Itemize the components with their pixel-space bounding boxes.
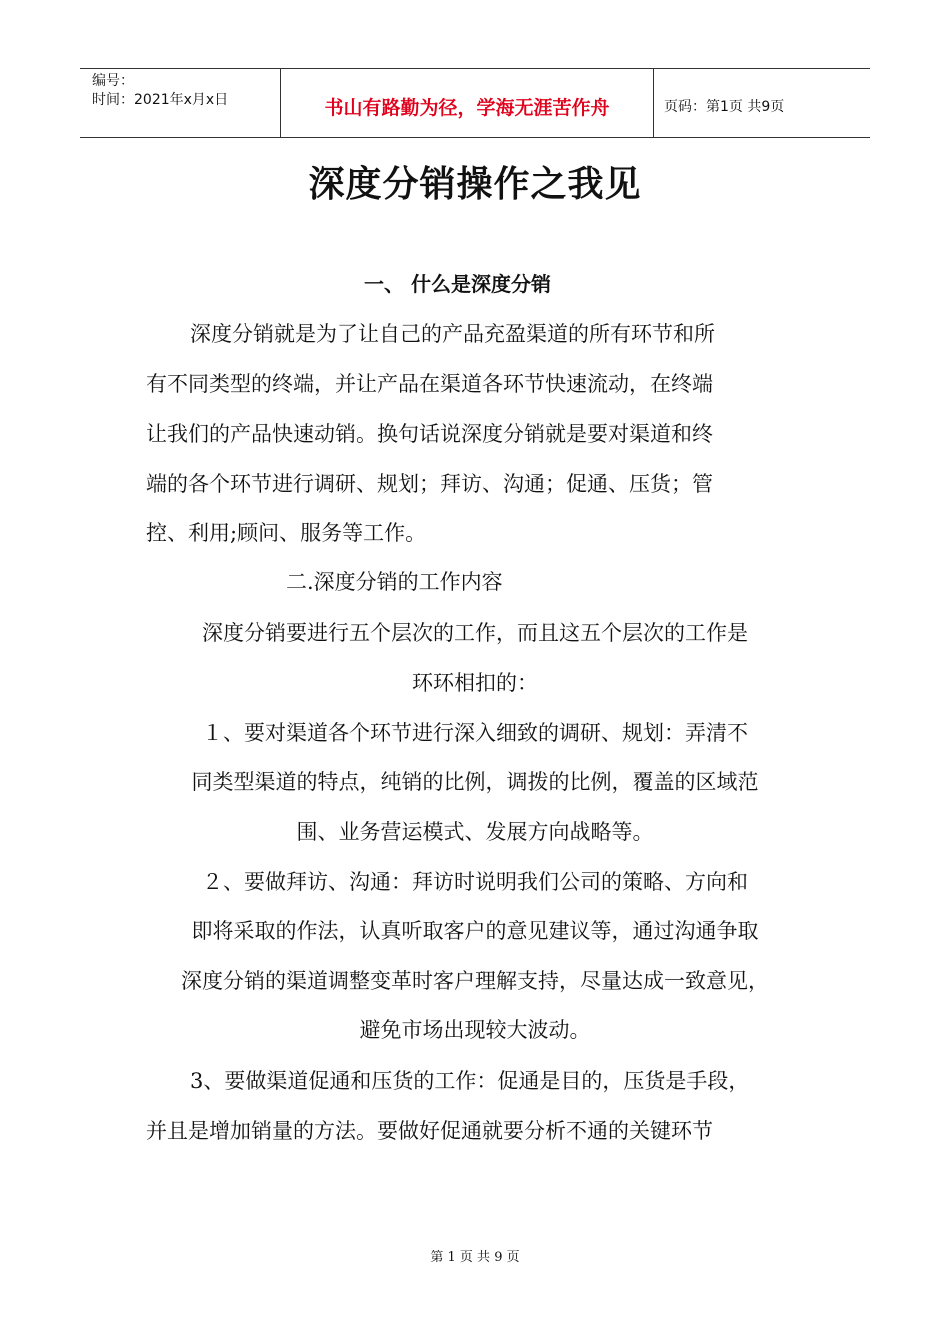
paragraph-line: ２、要做拜访、沟通：拜访时说明我们公司的策略、方向和 (202, 870, 748, 894)
paragraph-line: 让我们的产品快速动销。换句话说深度分销就是要对渠道和终 (146, 422, 713, 446)
paragraph-line: 3、要做渠道促通和压货的工作：促通是目的，压货是手段， (190, 1069, 750, 1093)
paragraph-line: 深度分销的渠道调整变革时客户理解支持，尽量达成一致意见， (181, 969, 769, 993)
paragraph-line: 同类型渠道的特点，纯销的比例，调拨的比例，覆盖的区域范 (191, 770, 759, 794)
paragraph-line: １、要对渠道各个环节进行深入细致的调研、规划：弄清不 (202, 721, 748, 745)
date-label: 时间：2021年x月x日 (92, 92, 229, 108)
header-meta-cell (80, 69, 281, 137)
page-footer: 第 1 页 共 9 页 (430, 1250, 520, 1265)
document-header (80, 68, 870, 138)
paragraph-line: 深度分销要进行五个层次的工作，而且这五个层次的工作是 (202, 621, 748, 645)
paragraph-line: 并且是增加销量的方法。要做好促通就要分析不通的关键环节 (146, 1119, 713, 1143)
paragraph-line: 环环相扣的： (412, 671, 538, 695)
paragraph-line: 避免市场出现较大波动。 (359, 1018, 591, 1042)
paragraph-line: 深度分销就是为了让自己的产品充盈渠道的所有环节和所 (190, 322, 715, 346)
document-title: 深度分销操作之我见 (308, 164, 642, 205)
paragraph-line: 端的各个环节进行调研、规划；拜访、沟通；促通、压货；管 (146, 472, 713, 496)
header-page-info: 页码：第1页 共9页 (664, 99, 785, 115)
paragraph-line: 有不同类型的终端，并让产品在渠道各环节快速流动，在终端 (146, 372, 713, 396)
paragraph-line: 控、利用;顾问、服务等工作。 (146, 521, 427, 545)
number-label: 编号： (92, 73, 134, 89)
section-heading-2: 二.深度分销的工作内容 (286, 570, 503, 594)
paragraph-line: 即将采取的作法，认真听取客户的意见建议等，通过沟通争取 (191, 919, 759, 943)
paragraph-line: 围、业务营运模式、发展方向战略等。 (296, 820, 654, 844)
header-motto: 书山有路勤为径，学海无涯苦作舟 (281, 69, 654, 137)
section-heading-1: 一、 什么是深度分销 (364, 272, 551, 296)
